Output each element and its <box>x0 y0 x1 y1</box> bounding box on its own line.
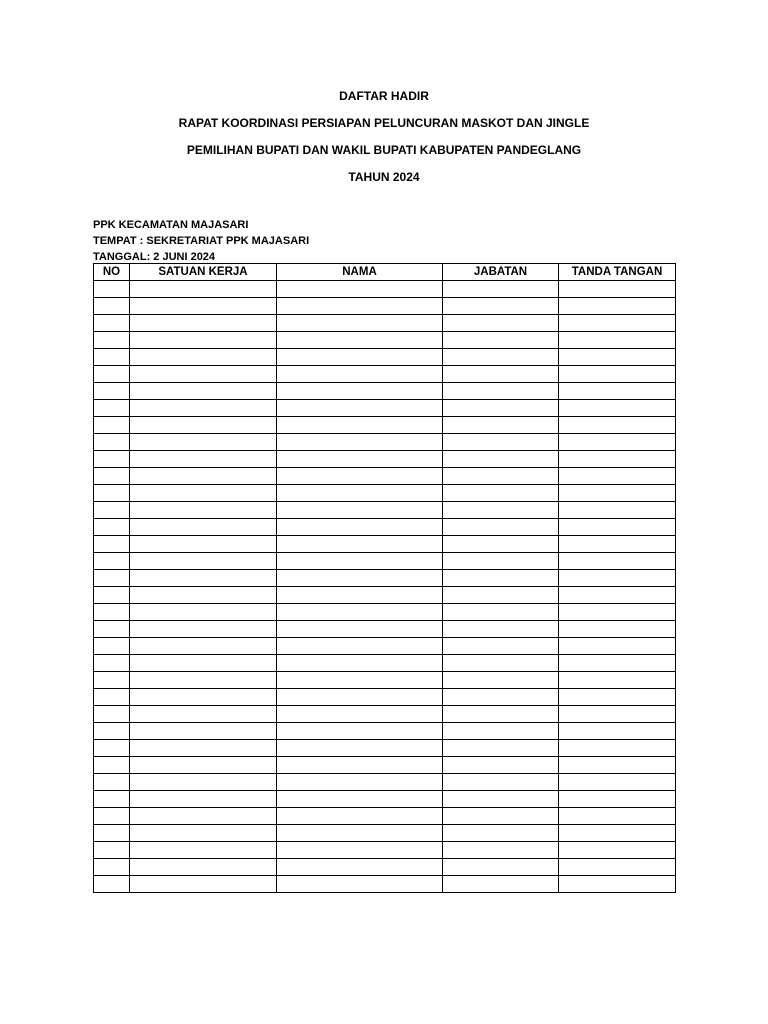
cell-no <box>94 689 130 706</box>
cell-jabatan <box>443 315 559 332</box>
table-row <box>94 876 676 893</box>
cell-satuan-kerja <box>130 400 277 417</box>
cell-jabatan <box>443 842 559 859</box>
cell-satuan-kerja <box>130 672 277 689</box>
document-title: DAFTAR HADIR <box>339 89 429 103</box>
document-title-block <box>0 87 768 195</box>
cell-tanda-tangan <box>559 298 676 315</box>
table-row <box>94 859 676 876</box>
cell-jabatan <box>443 774 559 791</box>
cell-jabatan <box>443 468 559 485</box>
cell-satuan-kerja <box>130 791 277 808</box>
cell-tanda-tangan <box>559 553 676 570</box>
cell-no <box>94 519 130 536</box>
table-row <box>94 536 676 553</box>
year-title: TAHUN 2024 <box>348 170 420 184</box>
header-tanda-tangan: TANDA TANGAN <box>559 264 676 281</box>
cell-no <box>94 417 130 434</box>
cell-jabatan <box>443 366 559 383</box>
header-jabatan: JABATAN <box>443 264 559 281</box>
cell-jabatan <box>443 757 559 774</box>
cell-satuan-kerja <box>130 808 277 825</box>
table-row <box>94 689 676 706</box>
cell-tanda-tangan <box>559 757 676 774</box>
cell-nama <box>277 774 443 791</box>
cell-jabatan <box>443 689 559 706</box>
cell-tanda-tangan <box>559 859 676 876</box>
cell-satuan-kerja <box>130 859 277 876</box>
cell-tanda-tangan <box>559 723 676 740</box>
cell-satuan-kerja <box>130 723 277 740</box>
cell-tanda-tangan <box>559 791 676 808</box>
cell-tanda-tangan <box>559 689 676 706</box>
cell-jabatan <box>443 400 559 417</box>
cell-satuan-kerja <box>130 417 277 434</box>
cell-nama <box>277 417 443 434</box>
cell-no <box>94 791 130 808</box>
cell-satuan-kerja <box>130 570 277 587</box>
cell-jabatan <box>443 638 559 655</box>
cell-jabatan <box>443 621 559 638</box>
table-row <box>94 298 676 315</box>
cell-tanda-tangan <box>559 366 676 383</box>
table-row <box>94 723 676 740</box>
cell-satuan-kerja <box>130 757 277 774</box>
table-row <box>94 315 676 332</box>
cell-jabatan <box>443 723 559 740</box>
cell-satuan-kerja <box>130 655 277 672</box>
cell-satuan-kerja <box>130 281 277 298</box>
cell-no <box>94 672 130 689</box>
cell-satuan-kerja <box>130 825 277 842</box>
table-row <box>94 655 676 672</box>
cell-tanda-tangan <box>559 570 676 587</box>
cell-tanda-tangan <box>559 672 676 689</box>
cell-jabatan <box>443 587 559 604</box>
cell-nama <box>277 366 443 383</box>
place-label: TEMPAT : SEKRETARIAT PPK MAJASARI <box>93 235 310 247</box>
cell-satuan-kerja <box>130 638 277 655</box>
table-row <box>94 383 676 400</box>
cell-jabatan <box>443 740 559 757</box>
cell-tanda-tangan <box>559 383 676 400</box>
table-row <box>94 519 676 536</box>
cell-nama <box>277 434 443 451</box>
cell-nama <box>277 859 443 876</box>
cell-jabatan <box>443 383 559 400</box>
cell-nama <box>277 604 443 621</box>
cell-tanda-tangan <box>559 281 676 298</box>
date-label: TANGGAL: 2 JUNI 2024 <box>93 251 216 263</box>
cell-tanda-tangan <box>559 468 676 485</box>
cell-no <box>94 655 130 672</box>
cell-no <box>94 825 130 842</box>
cell-no <box>94 842 130 859</box>
cell-nama <box>277 808 443 825</box>
cell-tanda-tangan <box>559 876 676 893</box>
table-header-row <box>94 264 676 281</box>
cell-jabatan <box>443 791 559 808</box>
cell-nama <box>277 519 443 536</box>
cell-jabatan <box>443 332 559 349</box>
cell-no <box>94 570 130 587</box>
cell-satuan-kerja <box>130 536 277 553</box>
cell-no <box>94 587 130 604</box>
cell-nama <box>277 383 443 400</box>
cell-tanda-tangan <box>559 485 676 502</box>
cell-no <box>94 859 130 876</box>
cell-satuan-kerja <box>130 876 277 893</box>
cell-no <box>94 553 130 570</box>
cell-jabatan <box>443 706 559 723</box>
cell-jabatan <box>443 825 559 842</box>
cell-no <box>94 298 130 315</box>
cell-tanda-tangan <box>559 536 676 553</box>
cell-no <box>94 604 130 621</box>
cell-jabatan <box>443 281 559 298</box>
table-row <box>94 332 676 349</box>
cell-satuan-kerja <box>130 689 277 706</box>
header-no: NO <box>94 264 130 281</box>
cell-no <box>94 723 130 740</box>
cell-jabatan <box>443 485 559 502</box>
cell-no <box>94 366 130 383</box>
table-row <box>94 570 676 587</box>
cell-tanda-tangan <box>559 502 676 519</box>
cell-nama <box>277 621 443 638</box>
table-row <box>94 740 676 757</box>
cell-tanda-tangan <box>559 604 676 621</box>
cell-nama <box>277 570 443 587</box>
cell-tanda-tangan <box>559 825 676 842</box>
cell-jabatan <box>443 417 559 434</box>
cell-satuan-kerja <box>130 842 277 859</box>
cell-nama <box>277 536 443 553</box>
cell-no <box>94 808 130 825</box>
cell-tanda-tangan <box>559 638 676 655</box>
cell-no <box>94 451 130 468</box>
cell-satuan-kerja <box>130 740 277 757</box>
cell-tanda-tangan <box>559 774 676 791</box>
table-row <box>94 774 676 791</box>
cell-nama <box>277 298 443 315</box>
cell-tanda-tangan <box>559 621 676 638</box>
table-row <box>94 366 676 383</box>
cell-satuan-kerja <box>130 332 277 349</box>
cell-satuan-kerja <box>130 434 277 451</box>
cell-satuan-kerja <box>130 451 277 468</box>
cell-nama <box>277 349 443 366</box>
cell-no <box>94 502 130 519</box>
cell-nama <box>277 485 443 502</box>
cell-satuan-kerja <box>130 621 277 638</box>
cell-satuan-kerja <box>130 349 277 366</box>
table-row <box>94 604 676 621</box>
cell-jabatan <box>443 519 559 536</box>
cell-tanda-tangan <box>559 417 676 434</box>
cell-jabatan <box>443 434 559 451</box>
cell-jabatan <box>443 502 559 519</box>
cell-tanda-tangan <box>559 400 676 417</box>
cell-jabatan <box>443 655 559 672</box>
meeting-info <box>93 217 309 265</box>
table-row <box>94 808 676 825</box>
header-satuan-kerja: SATUAN KERJA <box>130 264 277 281</box>
table-row <box>94 417 676 434</box>
table-row <box>94 621 676 638</box>
cell-no <box>94 434 130 451</box>
cell-jabatan <box>443 876 559 893</box>
cell-nama <box>277 281 443 298</box>
cell-tanda-tangan <box>559 706 676 723</box>
attendance-table <box>93 263 676 893</box>
cell-satuan-kerja <box>130 553 277 570</box>
cell-jabatan <box>443 808 559 825</box>
cell-nama <box>277 689 443 706</box>
table-row <box>94 451 676 468</box>
cell-satuan-kerja <box>130 298 277 315</box>
cell-jabatan <box>443 570 559 587</box>
cell-no <box>94 706 130 723</box>
cell-satuan-kerja <box>130 706 277 723</box>
cell-no <box>94 757 130 774</box>
cell-satuan-kerja <box>130 468 277 485</box>
cell-tanda-tangan <box>559 434 676 451</box>
table-row <box>94 587 676 604</box>
cell-tanda-tangan <box>559 842 676 859</box>
cell-nama <box>277 315 443 332</box>
table-row <box>94 672 676 689</box>
table-row <box>94 349 676 366</box>
cell-no <box>94 383 130 400</box>
table-row <box>94 842 676 859</box>
table-row <box>94 791 676 808</box>
cell-nama <box>277 825 443 842</box>
cell-no <box>94 332 130 349</box>
cell-jabatan <box>443 553 559 570</box>
cell-jabatan <box>443 451 559 468</box>
cell-no <box>94 349 130 366</box>
table-row <box>94 706 676 723</box>
cell-nama <box>277 587 443 604</box>
table-row <box>94 757 676 774</box>
cell-no <box>94 536 130 553</box>
cell-nama <box>277 791 443 808</box>
cell-jabatan <box>443 536 559 553</box>
cell-nama <box>277 655 443 672</box>
cell-satuan-kerja <box>130 502 277 519</box>
table-row <box>94 485 676 502</box>
table-row <box>94 468 676 485</box>
cell-tanda-tangan <box>559 451 676 468</box>
cell-jabatan <box>443 298 559 315</box>
cell-nama <box>277 553 443 570</box>
cell-no <box>94 638 130 655</box>
table-row <box>94 281 676 298</box>
cell-satuan-kerja <box>130 519 277 536</box>
cell-no <box>94 740 130 757</box>
cell-no <box>94 485 130 502</box>
cell-tanda-tangan <box>559 332 676 349</box>
cell-nama <box>277 842 443 859</box>
table-row <box>94 434 676 451</box>
cell-nama <box>277 757 443 774</box>
cell-nama <box>277 740 443 757</box>
cell-tanda-tangan <box>559 655 676 672</box>
table-row <box>94 553 676 570</box>
cell-nama <box>277 723 443 740</box>
cell-satuan-kerja <box>130 587 277 604</box>
cell-no <box>94 468 130 485</box>
cell-nama <box>277 451 443 468</box>
cell-no <box>94 876 130 893</box>
cell-jabatan <box>443 672 559 689</box>
cell-nama <box>277 638 443 655</box>
cell-no <box>94 774 130 791</box>
cell-satuan-kerja <box>130 485 277 502</box>
cell-no <box>94 621 130 638</box>
cell-nama <box>277 672 443 689</box>
cell-tanda-tangan <box>559 519 676 536</box>
table-row <box>94 825 676 842</box>
cell-satuan-kerja <box>130 366 277 383</box>
cell-jabatan <box>443 604 559 621</box>
cell-nama <box>277 400 443 417</box>
cell-tanda-tangan <box>559 740 676 757</box>
cell-no <box>94 315 130 332</box>
cell-no <box>94 281 130 298</box>
meeting-title: RAPAT KOORDINASI PERSIAPAN PELUNCURAN MASKOT DAN JINGLE <box>178 116 590 130</box>
organization-label: PPK KECAMATAN MAJASARI <box>93 219 249 231</box>
cell-tanda-tangan <box>559 349 676 366</box>
cell-jabatan <box>443 349 559 366</box>
cell-tanda-tangan <box>559 808 676 825</box>
cell-nama <box>277 332 443 349</box>
cell-tanda-tangan <box>559 587 676 604</box>
table-row <box>94 638 676 655</box>
cell-satuan-kerja <box>130 604 277 621</box>
table-row <box>94 400 676 417</box>
cell-nama <box>277 468 443 485</box>
table-body <box>94 281 676 893</box>
cell-no <box>94 400 130 417</box>
cell-nama <box>277 876 443 893</box>
cell-jabatan <box>443 859 559 876</box>
cell-satuan-kerja <box>130 315 277 332</box>
cell-satuan-kerja <box>130 774 277 791</box>
election-title: PEMILIHAN BUPATI DAN WAKIL BUPATI KABUPATEN PANDEGLANG <box>186 143 582 157</box>
cell-nama <box>277 706 443 723</box>
cell-satuan-kerja <box>130 383 277 400</box>
cell-nama <box>277 502 443 519</box>
header-nama: NAMA <box>277 264 443 281</box>
cell-tanda-tangan <box>559 315 676 332</box>
table-row <box>94 502 676 519</box>
